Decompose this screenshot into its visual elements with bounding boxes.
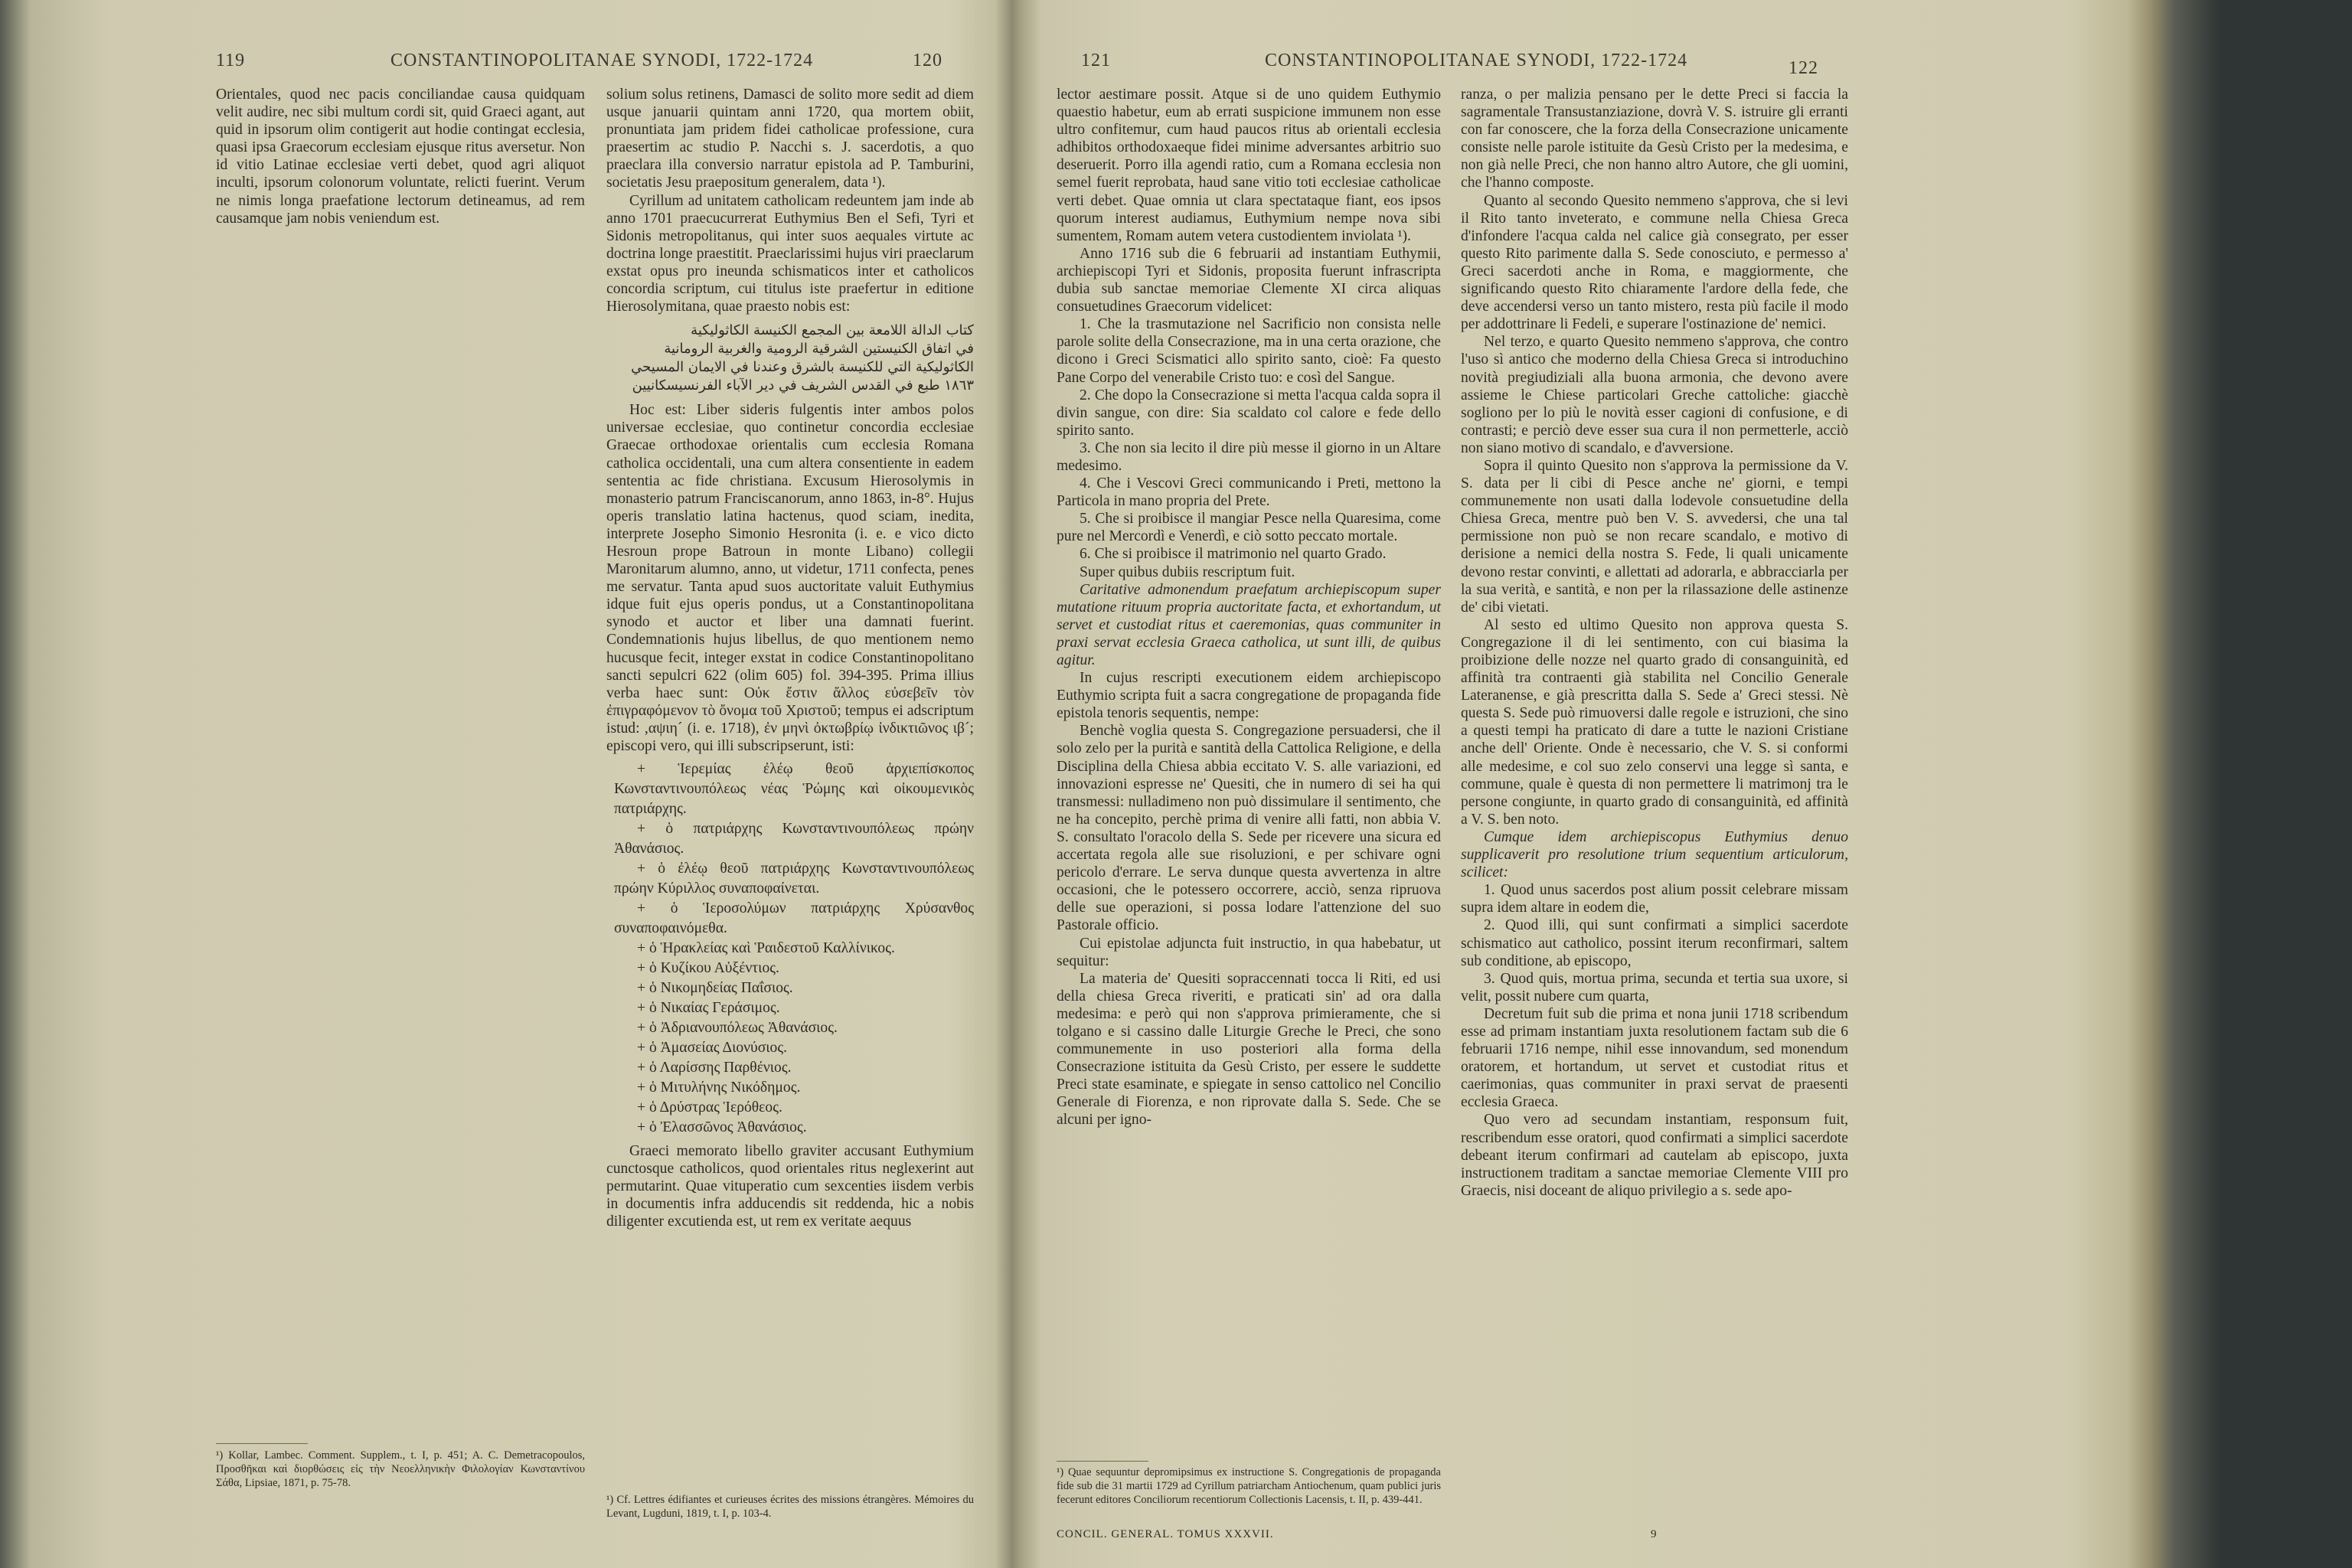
paragraph: Hoc est: Liber sideris fulgentis inter ambos polos universae ecclesiae, quo continetur concordia ecclesiae Graecae orthodoxae orientalis cum ecclesia Romana catholica occidentali, una cum altera consentiente in eadem sententia ac fide christiana. Excusum Hierosolymis in monasterio patrum Franciscanorum, anno 1863, in-8°. Hujus operis translatio latina hactenus, quod sciam, inedita, interprete Josepho Simonio Hesronita (i. e. e vico dicto Hesroun prope Batroun in monte Libano) collegii Maronitarum alumno, anno, ut videtur, 1711 confecta, penes me servatur. Tanta apud suos auctoritate valuit Euthymius idque fuit ejus operis pondus, ut a Constantinopolitana synodo et auctor et liber una damnati fuerint. Condemnationis hujus libellus, de quo mentionem nemo hucusque fecit, integer exstat in codice Constantinopolitano sancti sepulcri 622 (olim 605) fol. 394-395. Prima illius verba haec sunt: Οὐκ ἔστιν ἄλλος εὐσεβεῖν τὸν ἐπιγραφόμενον τὸ ὄνομα τοῦ Χριστοῦ; tempus ei adscriptum istud: ,αψιη´ (i. e. 1718), ἐν μηνὶ ὀκτωβρίῳ ἰνδικτιῶνος ιβ´; episcopi vero, qui illi subscripserunt, isti:	[606, 402, 974, 754]
signatory: + ὁ Νικομηδείας Παΐσιος.	[637, 980, 793, 997]
paragraph: 3. Quod quis, mortua prima, secunda et tertia sua uxore, si velit, possit nubere cum quarta,	[1461, 970, 1848, 1004]
paragraph: 5. Che si proibisce il mangiar Pesce nella Quaresima, come pure nel Mercordì e Venerdì, e ciò sotto peccato mortale.	[1057, 511, 1441, 545]
arabic-title	[606, 322, 974, 395]
signatory: + ὁ Μιτυλήνης Νικόδημος.	[637, 1080, 801, 1096]
signatories-list	[606, 760, 974, 1138]
page-number-right-a: 121	[1081, 51, 1111, 70]
page-number-left-b: 120	[913, 51, 942, 70]
right-column-1	[1057, 86, 1441, 1129]
paragraph: lector aestimare possit. Atque si de uno quidem Euthymio quaestio habetur, eum ab errati suspicione immunem non esse ultro confitemur, cum haud paucos ritus ab orientali ecclesia adhibitos orthodoxaeque fidei minime adversantes arbitrio suo deseruerit. Porro illa agendi ratio, cum a Romana ecclesia non semel fuerit reprobata, haud sane vitio toti ecclesiae catholicae verti debet. Quae omnia ut clara spectataque fiant, eos ipsos quorum interest audiamus, Euthymium nempe nova sibi sumentem, Romam autem vetera custodientem inviolata ¹).	[1057, 87, 1441, 244]
signatory: + ὁ Ἡρακλείας καὶ Ῥαιδεστοῦ Καλλίνικος.	[637, 940, 895, 957]
paragraph: Cumque idem archiepiscopus Euthymius denuo supplicaverit pro resolutione trium sequentium articulorum, scilicet:	[1461, 828, 1848, 881]
signatory: + ὁ Λαρίσσης Παρθένιος.	[637, 1060, 792, 1076]
paragraph: 1. Quod unus sacerdos post alium possit celebrare missam supra idem altare in eodem die,	[1461, 882, 1848, 916]
paragraph: ranza, o per malizia pensano per le dette Preci si faccia la sagramentale Transustanziazione, dovrà V. S. istruire gli erranti con far conoscere, che la forza della Consecrazione unicamente consiste nelle parole istituite da Gesù Cristo per la medesima, e non già nelle Preci, che non hanno altro Autore, che gli uomini, che l'hanno composte.	[1461, 87, 1848, 191]
paragraph: 6. Che si proibisce il matrimonio nel quarto Grado.	[1080, 546, 1387, 563]
signatory: + ὁ Ἱεροσολύμων πατριάρχης Χρύσανθος συναποφαινόμεθα.	[614, 900, 974, 937]
paragraph: Super quibus dubiis rescriptum fuit.	[1080, 564, 1295, 580]
arabic-line: ١٨٦٣ طبع في القدس الشريف في دير الآباء الفرنسيسكانيين	[632, 377, 974, 394]
footnote-left-1: ¹) Kollar, Lambec. Comment. Supplem., t. I, p. 451; A. C. Demetracopoulos, Προσθῆκαι καὶ διορθώσεις εἰς τὴν Νεοελληνικὴν Φιλολογίαν Κωνσταντίνου Σάθα, Lipsiae, 1871, p. 75-78.	[216, 1449, 585, 1489]
paragraph: 2. Che dopo la Consecrazione si metta l'acqua calda sopra il divin sangue, con dire: Sia scaldato col calore e fede dello spirito santo.	[1057, 387, 1441, 439]
left-column-1	[216, 86, 585, 227]
signature-footer: CONCIL. GENERAL. TOMUS XXXVII.	[1057, 1528, 1274, 1540]
paragraph: Benchè voglia questa S. Congregazione persuadersi, che il solo zelo per la purità e santità della Cattolica Religione, e della Disciplina della Chiesa abbia eccitato V. S. alle variazioni, ed innovazioni espresse ne' Quesiti, che in numero di sei ha qui transmessi: nulladimeno non può dissimulare il sentimento, che ne ha concepito, perchè prima di venire alli fatti, non abbia V. S. consultato l'oracolo della S. Sede per ricevere una sicura ed accertata regola alle sue risoluzioni, e per schivare ogni pericolo d'errare. Le serva dunque questa avvertenza in altre occasioni, che le potessero occorrere, acciò, senza ripruova delle sue operazioni, si possa lodare l'attenzione del suo Pastorale officio.	[1057, 723, 1441, 934]
paragraph: Cyrillum ad unitatem catholicam redeuntem jam inde ab anno 1701 praecucurrerat Euthymius Ben el Sefi, Tyri et Sidonis metropolitanus, qui inter suos aequales virtute ac doctrina longe praestitit. Praeclarissimi hujus viri praeclarum exstat opus pro ineunda schismaticos inter et catholicos concordia scriptum, cui titulus iste praefertur in editione Hierosolymitana, quae praesto nobis est:	[606, 192, 974, 315]
page-number-right-b: 122	[1788, 58, 1818, 78]
footnote-left-2: ¹) Cf. Lettres édifiantes et curieuses écrites des missions étrangères. Mémoires du Levant, Lugduni, 1819, t. I, p. 103-4.	[606, 1494, 974, 1520]
paragraph: 1. Che la trasmutazione nel Sacrificio non consista nelle parole solite della Consecrazione, ma in una certa orazione, che dicono i Greci Scismatici allo spirito santo, cioè: Fa questo Pane Corpo del venerabile Cristo tuo: e così del Sangue.	[1057, 316, 1441, 386]
paragraph: 2. Quod illi, qui sunt confirmati a simplici sacerdote schismatico aut catholico, possint iterum reconfirmari, saltem sub conditione, ab episcopo,	[1461, 917, 1848, 969]
signatory: + Ἱερεμίας ἐλέῳ θεοῦ ἀρχιεπίσκοπος Κωνσταντινουπόλεως νέας Ῥώμης καὶ οἰκουμενικὸς πατριάρχης.	[614, 761, 974, 818]
footnote-right: ¹) Quae sequuntur depromipsimus ex instructione S. Congregationis de propaganda fide sub die 31 martii 1729 ad Cyrillum patriarcham Antiochenum, quam publici juris fecerunt editores Conciliorum recentiorum Collectionis Lacensis, t. II, p. 439-441.	[1057, 1466, 1441, 1506]
page-number-left-a: 119	[216, 51, 246, 70]
paragraph: 4. Che i Vescovi Greci communicando i Preti, mettono la Particola in mano propria del Prete.	[1057, 475, 1441, 510]
signatory: + ὁ Κυζίκου Αὐξέντιος.	[637, 960, 779, 977]
signatory: + ὁ Ἀμασείας Διονύσιος.	[637, 1040, 787, 1057]
running-title-right: CONSTANTINOPOLITANAE SYNODI, 1722-1724	[1265, 51, 1688, 70]
paragraph: Orientales, quod nec pacis conciliandae causa quidquam velit audire, nec sibi multum cordi sit, quid Graeci agant, aut quid in ipsorum olim contigerit aut hodie contingat ecclesia, quasi ipsa Graecorum ecclesiam ejusque ritus aversetur. Non id vitio Latinae ecclesiae verti debet, quod agri aliquot inculti, ipsorum colonorum voluntate, relicti fuerint. Verum ne nimis longa praefatione lectorum detineamus, ad rem causamque jam nobis veniendum est.	[216, 87, 585, 227]
signatory: + ὁ ἐλέῳ θεοῦ πατριάρχης Κωνσταντινουπόλεως πρώην Κύριλλος συναποφαίνεται.	[614, 861, 974, 897]
signatory: + ὁ πατριάρχης Κωνσταντινουπόλεως πρώην Ἀθανάσιος.	[614, 821, 974, 858]
signatory: + ὁ Νικαίας Γεράσιμος.	[637, 1000, 780, 1017]
arabic-line: في اتفاق الكنيستين الشرقية الرومية والغربية الرومانية	[664, 341, 974, 358]
left-column-2	[606, 86, 974, 1231]
signatory: + ὁ Ἀδριανουπόλεως Ἀθανάσιος.	[637, 1020, 838, 1037]
paragraph: In cujus rescripti executionem eidem archiepiscopo Euthymio scripta fuit a sacra congregatione de propaganda fide epistola tenoris sequentis, nempe:	[1057, 670, 1441, 722]
paragraph: Sopra il quinto Quesito non s'approva la permissione da V. S. data per li cibi di Pesce anche ne' giorni, e tempi communemente non usati dalla lodevole consuetudine della Chiesa Greca, mentre può ben V. S. avvedersi, che una tal permissione non può se non recare scandalo, e motivo di derisione a nemici della nostra S. Fede, li quali unicamente devono restar convinti, e allettati ad adorarla, e abbracciarla per la sua verità, e santità, e non per la rilassazione delle astinenze de' cibi vietati.	[1461, 457, 1848, 616]
right-column-2	[1461, 86, 1848, 1200]
signatory: + ὁ Ἐλασσῶνος Ἀθανάσιος.	[637, 1119, 807, 1136]
paragraph: Al sesto ed ultimo Quesito non approva questa S. Congregazione il di lei sentimento, con cui biasima la proibizione delle nozze nel quarto grado di consanguinità, ed affinità tra contraenti già stabilita nel Concilio Generale Lateranense, e già prescritta dalla S. Sede a' Greci stessi. Nè questa S. Sede può rimuoversi dalle regole e istruzioni, che sino a questi tempi ha praticato di dare a tutte le nazioni Cristiane anche dell' Oriente. Onde è necessario, che V. S. si conformi alle medesime, e col suo zelo conservi una legge sì santa, e commune, quale è questa di non permettere li matrimonj tra le persone congiunte, in quarto grado di consanguinità, ed affinità a V. S. ben noto.	[1461, 616, 1848, 828]
signature-mark: 9	[1651, 1528, 1658, 1540]
paragraph: Decretum fuit sub die prima et nona junii 1718 scribendum esse ad primam instantiam juxta resolutionem factam sub die 6 februarii 1716 nempe, nihil esse innovandum, sed monendum oratorem, et hortandum, ut servet et custodiat ritus et caerimonias, quas communiter in praxi servat de praesenti ecclesia Graeca.	[1461, 1005, 1848, 1111]
paragraph: 3. Che non sia lecito il dire più messe il giorno in un Altare medesimo.	[1057, 439, 1441, 474]
running-title-left: CONSTANTINOPOLITANAE SYNODI, 1722-1724	[390, 51, 814, 70]
paragraph: La materia de' Quesiti sopraccennati tocca li Riti, ed usi della chiesa Greca riveriti, e praticati sin' ad ora dalla medesima: e però qui non s'approva primieramente, che si tolgano e si cassino dalle Liturgie Greche le Preci, che sono communemente in uso posteriori alla forma della Consecrazione istituita da Gesù Cristo, per essere le suddette Preci state esaminate, e spiegate in senso cattolico nel Concilio Generale di Fiorenza, e non riprovate dalla S. Sede. Che se alcuni per igno-	[1057, 970, 1441, 1129]
paragraph: Caritative admonendum praefatum archiepiscopum super mutatione rituum propria auctoritate facta, et exhortandum, ut servet et custodiat ritus et caeremonias, quas communiter in praxi servat ecclesia Graeca catholica, ut sunt illi, de quibus agitur.	[1057, 581, 1441, 668]
paragraph: solium solus retinens, Damasci de solito more sedit ad diem usque januarii quintam anni 1720, qua mortem obiit, pronuntiata jam pridem fidei catholicae professione, cura praesertim ac studio P. Nacchi s. J. sacerdotis, a quo praeclara illa conversio narratur epistola ad P. Tamburini, societatis Jesu praepositum generalem, data ¹).	[606, 87, 974, 191]
footnote-rule	[216, 1443, 308, 1444]
paragraph: Quo vero ad secundam instantiam, responsum fuit, rescribendum esse oratori, quod confirmati a simplici sacerdote debeant iterum confirmari ad cautelam ab episcopo, juxta instructionem traditam a sanctae memoriae Clemente VIII pro Graecis, nisi doceant de aliquo privilegio a s. sede apo-	[1461, 1112, 1848, 1199]
paragraph: Graeci memorato libello graviter accusant Euthymium cunctosque catholicos, quod orientales ritus neglexerint aut permutarint. Quae vituperatio cum sexcenties iisdem verbis in documentis infra adducendis sit reddenda, hic a nobis diligenter excutienda est, ut rem ex veritate aequus	[606, 1143, 974, 1230]
paragraph: Cui epistolae adjuncta fuit instructio, in qua habebatur, ut sequitur:	[1057, 935, 1441, 969]
arabic-line: كتاب الدالة اللامعة بين المجمع الكنيسة الكاثوليكية	[691, 322, 974, 339]
arabic-line: الكاثوليكية التي للكنيسة بالشرق وعندنا في الايمان المسيحي	[631, 359, 974, 376]
signatory: + ὁ Δρύστρας Ἱερόθεος.	[637, 1099, 782, 1116]
paragraph: Quanto al secondo Quesito nemmeno s'approva, che si levi il Rito tanto inveterato, e commune nella Chiesa Greca d'infondere l'acqua calda nel calice già consegrato, per esser questo Rito parimente dalla S. Sede conosciuto, e permesso a' Greci sacerdoti anche in Roma, e maggiormente, che significando questo Rito chiaramente l'ardore della fede, che deve accendersi verso un tanto mistero, resta più facile il modo per addottrinare li Fedeli, e superare l'ostinazione de' nemici.	[1461, 192, 1848, 333]
paragraph: Nel terzo, e quarto Quesito nemmeno s'approva, che contro l'uso sì antico che moderno della Chiesa Greca si introduchino novità pregiudiziali alla buona armonia, che devono avere assieme le Chiese particolari Greche cattoliche: giacchè sogliono per lo più le novità esser cagioni di confusione, e di contrasti; e perciò deve esser sua cura il non permetterle, acciò non siano motivo di scandalo, e d'avversione.	[1461, 334, 1848, 456]
footnote-rule	[1057, 1461, 1148, 1462]
paragraph: Anno 1716 sub die 6 februarii ad instantiam Euthymii, archiepiscopi Tyri et Sidonis, proposita fuerunt infrascripta dubia sub sanctae memoriae Clemente XI circa aliquas consuetudines Graecorum videlicet:	[1057, 245, 1441, 315]
